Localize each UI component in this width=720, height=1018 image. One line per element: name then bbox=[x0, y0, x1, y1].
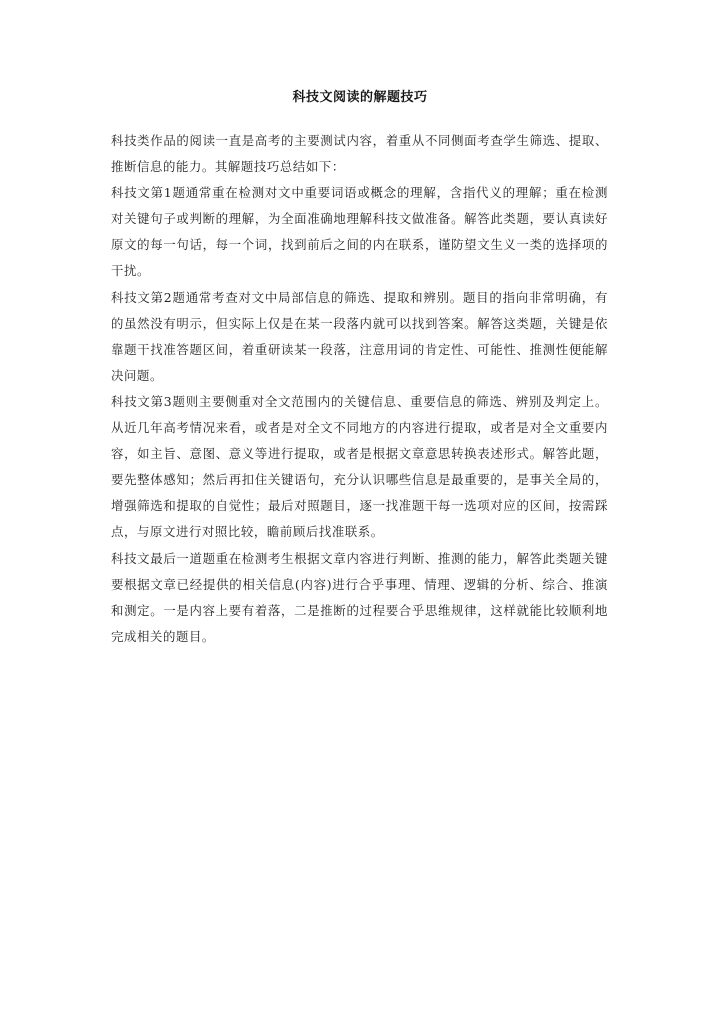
document-title: 科技文阅读的解题技巧 bbox=[292, 90, 428, 105]
document-body bbox=[111, 128, 608, 650]
paragraph-question-1: 科技文第1题通常重在检测对文中重要词语或概念的理解，含指代义的理解；重在检测对关键句子或判断的理解，为全面准确地理解科技文做准备。解答此类题，要认真读好原文的每一句话，每一个词，找到前后之间的内在联系，谨防望文生义一类的选择项的干扰。 bbox=[111, 185, 608, 279]
paragraph-question-2: 科技文第2题通常考查对文中局部信息的筛选、提取和辨别。题目的指向非常明确，有的虽然没有明示，但实际上仅是在某一段落内就可以找到答案。解答这类题，关键是依靠题干找准答题区间，着重研读某一段落，注意用词的肯定性、可能性、推测性便能解决问题。 bbox=[111, 289, 608, 383]
paragraph-last-question: 科技文最后一道题重在检测考生根据文章内容进行判断、推测的能力，解答此类题关键要根据文章已经提供的相关信息(内容)进行合乎事理、情理、逻辑的分析、综合、推演和测定。一是内容上要有着落，二是推断的过程要合乎思维规律，这样就能比较顺利地完成相关的题目。 bbox=[111, 550, 608, 644]
paragraph-intro: 科技类作品的阅读一直是高考的主要测试内容，着重从不同侧面考查学生筛选、提取、推断信息的能力。其解题技巧总结如下： bbox=[111, 133, 608, 175]
paragraph-question-3: 科技文第3题则主要侧重对全文范围内的关键信息、重要信息的筛选、辨别及判定上。从近几年高考情况来看，或者是对全文不同地方的内容进行提取，或者是对全文重要内容，如主旨、意图、意义等进行提取，或者是根据文章意思转换表述形式。解答此题，要先整体感知；然后再扣住关键语句，充分认识哪些信息是最重要的，是事关全局的，增强筛选和提取的自觉性；最后对照题目，逐一找准题干每一选项对应的区间，按需踩点，与原文进行对照比较，瞻前顾后找准联系。 bbox=[111, 393, 608, 540]
